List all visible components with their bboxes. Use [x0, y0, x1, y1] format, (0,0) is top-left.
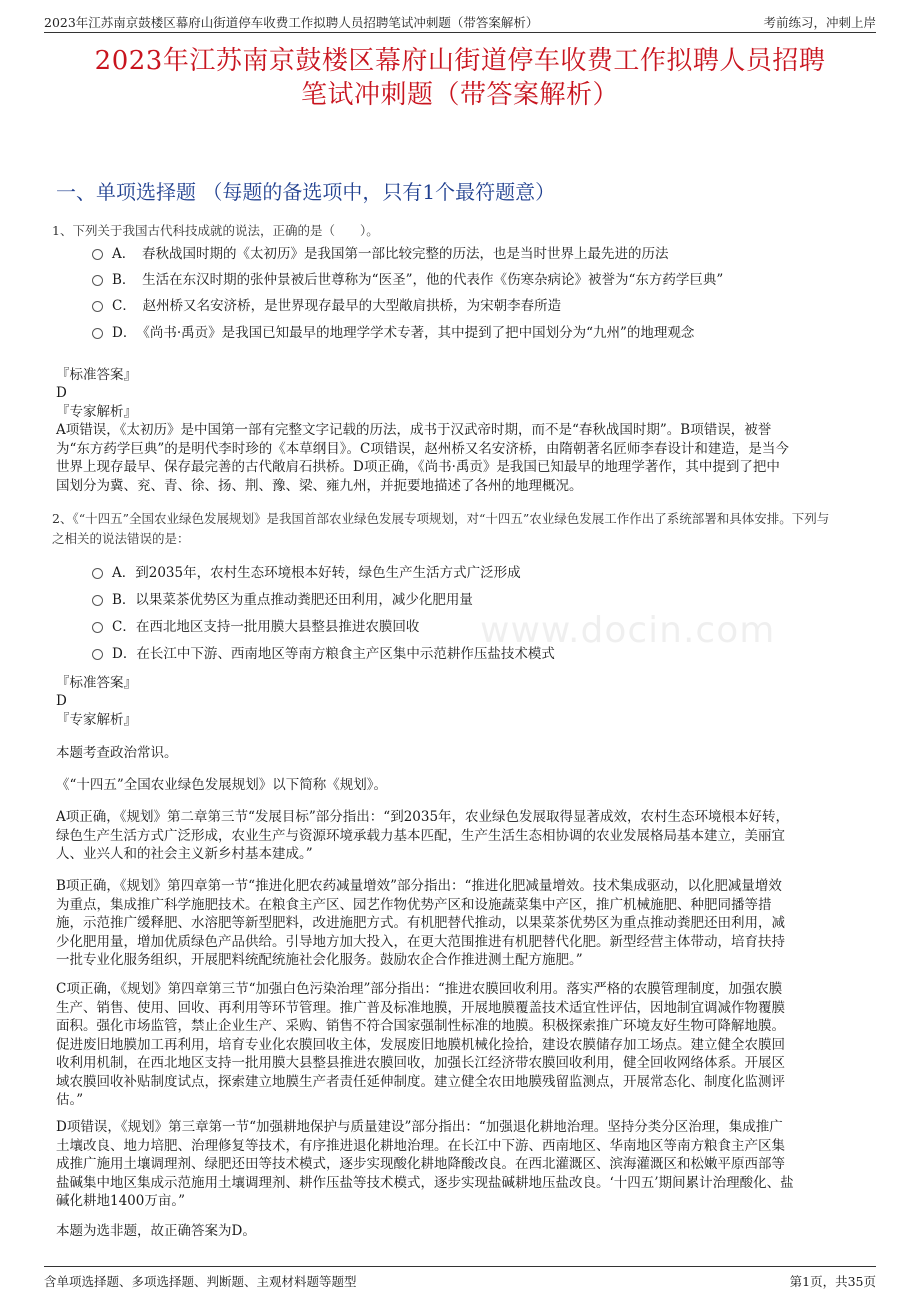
option-text: A． 春秋战国时期的《太初历》是我国第一部比较完整的历法，也是当时世界上最先进的历法	[112, 246, 669, 262]
paragraph-line: 域农膜回收补贴制度试点，探索建立地膜生产者责任延伸制度。建立健全农田地膜残留监测点，开展常态化、制度化监测评	[56, 1073, 785, 1090]
q2-paragraph-intro: 本题考查政治常识。	[56, 745, 178, 761]
paragraph-line: C项正确，《规划》第四章第三节“加强白色污染治理”部分指出：“推进农膜回收利用。落实严格的农膜管理制度，加强农膜	[56, 981, 783, 997]
radio-icon[interactable]	[92, 595, 103, 606]
title-line-1: 2023年江苏南京鼓楼区幕府山街道停车收费工作拟聘人员招聘	[94, 46, 826, 76]
q1-option-d[interactable]	[92, 322, 880, 344]
watermark: www.docin.com	[480, 610, 776, 651]
paragraph-line: 人、业兴人和的社会主义新乡村基本建成。”	[56, 846, 313, 862]
analysis-line: A项错误，《太初历》是中国第一部有完整文字记载的历法，成书于汉武帝时期，而不是“春秋战国时期”。B项错误，被誉	[56, 422, 772, 438]
section-heading: 一、单项选择题 （每题的备选项中，只有1个最符题意）	[56, 180, 556, 204]
option-text: C． 赵州桥又名安济桥，是世界现存最早的大型敞肩拱桥，为宋朝李春所造	[112, 298, 562, 314]
paragraph-line: 一批专业化服务组织，开展肥料统配统施社会化服务。鼓励农企合作推进测土配方施肥。”	[56, 952, 583, 968]
stem-line: 2、《“十四五”全国农业绿色发展规划》是我国首部农业绿色发展专项规划，对“十四五”农业绿色发展工作作出了系统部署和具体安排。下列与	[52, 511, 830, 526]
paragraph-line: 绿色生产生活方式广泛形成，农业生产与资源环境承载力基本匹配，生产生活生态相协调的农业发展格局基本建立，美丽宜	[56, 827, 785, 844]
analysis-line: 国划分为冀、兖、青、徐、扬、荆、豫、梁、雍九州，并扼要地描述了各州的地理概况。	[56, 477, 583, 494]
q2-paragraph-abbrev: 《“十四五”全国农业绿色发展规划》以下简称《规划》。	[56, 777, 388, 793]
q2-answer-label: 『标准答案』	[56, 675, 137, 691]
paragraph-line: 碱化耕地1400万亩。”	[56, 1193, 186, 1209]
paragraph-line: 为重点，集成推广科学施肥技术。在粮食主产区、园艺作物优势产区和设施蔬菜集中产区，推广机械施肥、种肥同播等措	[56, 896, 772, 913]
radio-icon[interactable]	[92, 275, 103, 286]
question-1-stem: 1、下列关于我国古代科技成就的说法，正确的是（ ）。	[52, 223, 379, 238]
option-text: C．在西北地区支持一批用膜大县整县推进农膜回收	[112, 619, 420, 635]
question-2-stem	[52, 509, 874, 549]
paragraph-line: 促进废旧地膜加工再利用，培育专业化农膜回收主体，发展废旧地膜机械化捡拾，建设农膜储存加工场点。建立健全农膜回	[56, 1036, 785, 1053]
document-title	[40, 44, 880, 112]
q1-option-a[interactable]	[92, 243, 880, 265]
q1-answer: D	[56, 385, 67, 401]
radio-icon[interactable]	[92, 249, 103, 260]
paragraph-line: 估。”	[56, 1092, 84, 1108]
stem-line: 之相关的说法错误的是：	[52, 531, 190, 546]
title-line-2: 笔试冲刺题（带答案解析）	[300, 80, 619, 110]
option-text: B． 生活在东汉时期的张仲景被后世尊称为“医圣”，他的代表作《伤寒杂病论》被誉为“东方药学巨典”	[112, 272, 724, 288]
q2-paragraph-b	[56, 877, 874, 970]
q2-paragraph-a	[56, 808, 874, 864]
paragraph-line: 少化肥用量，增加优质绿色产品供给。引导地方加大投入，在更大范围推进有机肥替代化肥。新型经营主体带动，培育扶持	[56, 933, 785, 950]
paragraph-line: 收利用机制，在西北地区支持一批用膜大县整县推进农膜回收，加强长江经济带农膜回收利用，健全回收网络体系。开展区	[56, 1055, 785, 1071]
paragraph-line: D项错误，《规划》第三章第一节“加强耕地保护与质量建设”部分指出：“加强退化耕地治理。坚持分类分区治理，集成推广	[56, 1119, 783, 1135]
radio-icon[interactable]	[92, 649, 103, 660]
paragraph-line: 生产、销售、使用、回收、再利用等环节管理。推广普及标准地膜，开展地膜覆盖技术适宜性评估，因地制宜调减作物覆膜	[56, 999, 785, 1016]
page-footer	[44, 1266, 876, 1291]
q2-analysis-label: 『专家解析』	[56, 712, 137, 728]
header-slogan: 考前练习，冲刺上岸	[763, 15, 876, 30]
analysis-line: 为“东方药学巨典”的是明代李时珍的《本草纲目》。C项错误，赵州桥又名安济桥，由隋朝著名匠师李春设计和建造，是当今	[56, 440, 789, 457]
paragraph-line: 成推广施用土壤调理剂、绿肥还田等技术模式，逐步实现酸化耕地降酸改良。在西北灌溉区、滨海灌溉区和松嫩平原西部等	[56, 1156, 785, 1172]
footer-question-types: 含单项选择题、多项选择题、判断题、主观材料题等题型	[44, 1274, 357, 1289]
analysis-line: 世界上现存最早、保存最完善的古代敞肩石拱桥。D项正确，《尚书·禹贡》是我国已知最早的地理学著作，其中提到了把中	[56, 459, 780, 475]
q2-option-b[interactable]	[92, 589, 880, 611]
option-text: B．以果菜茶优势区为重点推动粪肥还田利用，减少化肥用量	[112, 592, 473, 608]
radio-icon[interactable]	[92, 568, 103, 579]
q2-paragraph-c	[56, 980, 874, 1110]
option-text: D． 《尚书·禹贡》是我国已知最早的地理学学术专著，其中提到了把中国划分为“九州”的地理观念	[112, 325, 695, 341]
radio-icon[interactable]	[92, 622, 103, 633]
q2-option-a[interactable]	[92, 562, 880, 584]
header-doc-title: 2023年江苏南京鼓楼区幕府山街道停车收费工作拟聘人员招聘笔试冲刺题（带答案解析）	[44, 15, 539, 30]
radio-icon[interactable]	[92, 328, 103, 339]
q1-option-b[interactable]	[92, 269, 880, 291]
paragraph-line: B项正确，《规划》第四章第一节“推进化肥农药减量增效”部分指出：“推进化肥减量增效。技术集成驱动，以化肥减量增效	[56, 878, 782, 894]
radio-icon[interactable]	[92, 301, 103, 312]
paragraph-line: 盐碱集中地区集成示范施用土壤调理剂、耕作压盐等技术模式，逐步实现盐碱耕地压盐改良。‘十四五’期间累计治理酸化、盐	[56, 1174, 794, 1191]
option-text: D．在长江中下游、西南地区等南方粮食主产区集中示范耕作压盐技术模式	[112, 646, 555, 662]
paragraph-line: 施，示范推广缓释肥、水溶肥等新型肥料，改进施肥方式。有机肥替代推动，以果菜茶优势区为重点推动粪肥还田利用，减	[56, 915, 785, 931]
page-number: 第1页，共35页	[789, 1274, 876, 1289]
page-header	[44, 10, 876, 33]
q1-option-c[interactable]	[92, 295, 880, 317]
paragraph-line: 土壤改良、地力培肥、治理修复等技术，有序推进退化耕地治理。在长江中下游、西南地区、华南地区等南方粮食主产区集	[56, 1137, 785, 1154]
paragraph-line: 面积。强化市场监管，禁止企业生产、采购、销售不符合国家强制性标准的地膜。积极探索推广环境友好生物可降解地膜。	[56, 1018, 785, 1034]
q2-answer: D	[56, 693, 67, 709]
paragraph-line: A项正确，《规划》第二章第三节“发展目标”部分指出：“到2035年，农业绿色发展取得显著成效，农村生态环境根本好转，	[56, 809, 790, 825]
q1-analysis	[56, 421, 874, 495]
q1-answer-label: 『标准答案』	[56, 367, 137, 383]
q2-paragraph-d	[56, 1118, 874, 1211]
q1-analysis-label: 『专家解析』	[56, 404, 137, 420]
option-text: A．到2035年，农村生态环境根本好转，绿色生产生活方式广泛形成	[112, 565, 521, 581]
q2-conclusion: 本题为选非题，故正确答案为D。	[56, 1223, 256, 1239]
